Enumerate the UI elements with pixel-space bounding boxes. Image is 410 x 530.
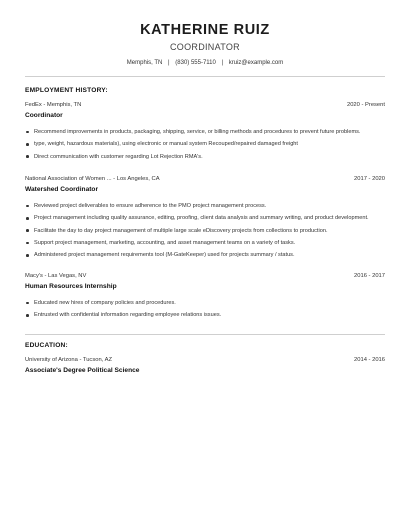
education-header	[25, 356, 385, 365]
bullet-item: Entrusted with confidential information regarding employee relations issues.	[25, 309, 385, 321]
bullet-item: Support project management, marketing, accounting, and asset management teams on a variety of tasks.	[25, 237, 385, 249]
job-title: Watershed Coordinator	[25, 186, 99, 193]
education-entry	[25, 356, 385, 377]
job-bullets	[25, 200, 385, 261]
job-header	[25, 175, 385, 184]
bullet-item: Recommend improvements in products, packaging, shipping, service, or billing methods and procedures to prevent future problems.	[25, 126, 385, 138]
job-employer: National Association of Women ... - Los Angeles, CA	[25, 176, 160, 182]
contact-separator: |	[221, 60, 224, 66]
job-entry	[25, 272, 385, 322]
contact-separator: |	[168, 60, 170, 66]
job-title: Human Resources Internship	[25, 283, 117, 290]
candidate-name: KATHERINE RUIZ	[140, 22, 270, 38]
education-heading: EDUCATION:	[25, 342, 68, 349]
job-dates: 2017 - 2020	[354, 176, 385, 182]
employment-heading: EMPLOYMENT HISTORY:	[25, 87, 108, 94]
job-header	[25, 101, 385, 110]
bullet-item: type, weight, hazardous materials), using electronic or manual system Recouped/repaired damaged freight	[25, 138, 385, 150]
education-degree: Associate's Degree Political Science	[25, 367, 140, 374]
job-title: Coordinator	[25, 112, 63, 119]
job-bullets	[25, 126, 385, 163]
education-dates: 2014 - 2016	[354, 357, 385, 363]
job-dates: 2016 - 2017	[354, 273, 385, 279]
job-employer: Macy's - Las Vegas, NV	[25, 273, 87, 279]
bullet-item: Reviewed project deliverables to ensure adherence to the PMO project management process.	[25, 200, 385, 212]
bullet-item: Facilitate the day to day project management of multiple large scale eDiscovery projects from collections to production.	[25, 225, 385, 237]
candidate-title: COORDINATOR	[170, 42, 240, 52]
job-employer: FedEx - Memphis, TN	[25, 102, 82, 108]
education-school: University of Arizona - Tucson, AZ	[25, 357, 112, 363]
contact-line	[0, 60, 410, 66]
job-bullets	[25, 297, 385, 322]
job-entry	[25, 175, 385, 261]
header-divider	[25, 76, 385, 77]
bullet-item: Administered project management requirements tool (M-GateKeeper) used for projects summary / status.	[25, 249, 385, 261]
contact-location: Memphis, TN	[126, 60, 163, 66]
bullet-item: Educated new hires of company policies and procedures.	[25, 297, 385, 309]
job-entry	[25, 101, 385, 163]
section-divider	[25, 334, 385, 335]
bullet-item: Direct communication with customer regarding Lot Rejection RMA's.	[25, 151, 385, 163]
contact-email: kruiz@example.com	[228, 60, 284, 66]
bullet-item: Project management including quality assurance, editing, proofing, client data analysis and summary writing, and product development.	[25, 212, 385, 224]
job-header	[25, 272, 385, 281]
contact-phone: (830) 555-7110	[175, 60, 216, 66]
job-dates: 2020 - Present	[346, 102, 385, 108]
